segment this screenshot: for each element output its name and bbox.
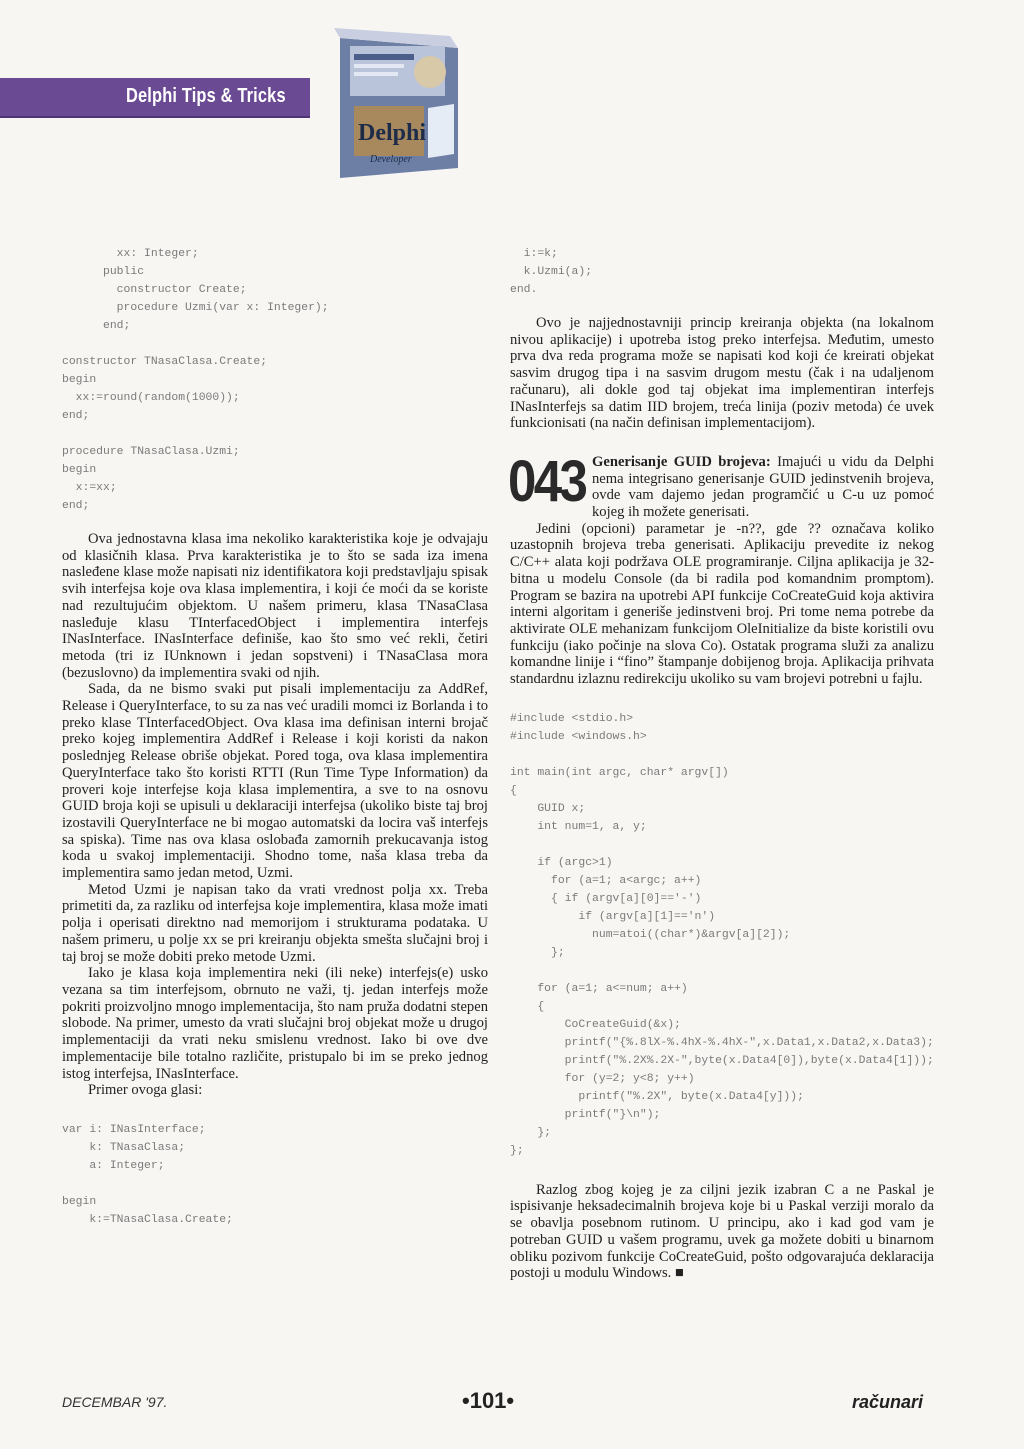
tip-number: 043 xyxy=(508,448,586,514)
code-block-c-program: #include <stdio.h> #include <windows.h> int main(int argc, char* argv[]) { GUID x; int num=1, a, y; if (argc>1) for (a=1; a<argc; a++) { if (argv[a][0]=='-') if (argv[a][1]=='n') num=atoi((char*)&argv[a][2]); }; for (a=1; a<=num; a++) { CoCreateGuid(&x); printf("{%.8lX-%.4hX-%.4hX-",x.Data1,x.Data2,x.Data3); printf("%.2X%.2X-",byte(x.Data4[0]),byte(x.Data4[1])); for (y=2; y<8; y++) printf("%.2X", byte(x.Data4[y])); printf("}\n"); }; }; xyxy=(510,712,934,1157)
footer-date: DECEMBAR '97. xyxy=(62,1394,168,1410)
paragraph: Sada, da ne bismo svaki put pisali implementaciju za AddRef, Release i QueryInterface, to su za nas već uradili momci iz Borlanda i to preko klase TInterfacedObject. Ova klasa ima definisan interni brojač preko kojeg implementira AddRef i Release i koji koristi da nakon poslednjeg Release obriše objekat. Pored toga, ova klasa implementira QueryInterface tako što koristi RTTI (Run Time Type Information) da proveri koje interfejse koja klasa implementira, a sve to na osnovu GUID broja koji se upisuli u deklaraciji interfejsa (ukoliko biste taj broj izostavili QueryInterface ne bi mogao automatski da locira vaš interfejs sa spiska). Time nas ova klasa oslobađa zamornih prekucavanja istog koda u svakoj implementaciji. Shodno tome, naša klasa treba da implementira samo jedan metod, Uzmi. xyxy=(62,681,488,882)
code-block-example: var i: INasInterface; k: TNasaClasa; a: Integer; begin k:=TNasaClasa.Create; xyxy=(62,1123,233,1226)
paragraph: Ova jednostavna klasa ima nekoliko karakteristika koje je odvajaju od klasičnih klasa. Prva karakteristika je to što se sada iza imena nasleđene klase može napisati niz identifikatora koji predstavljaju spisak svih interfejsa koje ova klasa implementira, i koji će moći da se koriste nad rezultujućim objektom. U našem primeru, klasa TNasaClasa nasleđuje klasu TInterfacedObject i implementira interfejs INasInterface. INasInterface definiše, kao što smo već rekli, četiri metoda (tri iz IUnknown i jedan sopstveni) i TNasaClasa mora (bezuslovno) da implementira svaki od njih. xyxy=(62,531,488,681)
magazine-name: računari xyxy=(852,1392,924,1412)
paragraph: Ovo je najjednostavniji princip kreiranja objekta (na lokalnom nivou aplikacije) i upotreba istog preko interfejsa. Međutim, umesto prva dva reda programa može se napisati kod koji će kreirati objekat sasvim drugog tipa i na sasvim drugom mestu (čak i na udaljenom računaru), ali dokle god taj objekat ima implementiran interfejs INasInterfejs sa datim IID brojem, treća linija (poziv metoda) će uvek funkcionisati (na način definisan implementacijom). xyxy=(510,315,934,432)
tip-043 xyxy=(508,448,934,521)
code-block-example-end: i:=k; k.Uzmi(a); end. xyxy=(510,248,593,296)
code-block-delphi-class: xx: Integer; public constructor Create; procedure Uzmi(var x: Integer); end; constructor TNasaClasa.Create; begin xx:=round(random(1000)); end; procedure TNasaClasa.Uzmi; begin x:=xx; end; xyxy=(62,248,329,512)
paragraph: Primer ovoga glasi: xyxy=(88,1082,203,1099)
box-sub-text: Developer xyxy=(370,154,412,165)
paragraph: Razlog zbog kojeg je za ciljni jezik izabran C a ne Paskal je ispisivanje heksadecimalnih brojeva koje bi u Paskal verziji moralo da se obavlja posebnom rutinom. U principu, ako i kad god vam je potreban GUID u vašem programu, uvek ga možete dobiti u binarnom obliku pozivom funkcije CoCreateGuid, pošto odgovarajuća deklaracija postoji u modulu Windows. ■ xyxy=(510,1181,934,1282)
paragraph: Iako je klasa koja implementira neki (ili neke) interfejs(e) usko vezana sa tim interfejsom, obrnuto ne važi, tj. jedan interfejs može pokriti proizvoljno mnogo implementacija, što nam pruža dodatni stepen slobode. Na primer, umesto da vrati slučajni broj objekat može u drugoj implementaciji da vrati neku smislenu vrednost. Iako bi ove dve implementacije bile totalno različite, pristupalo bi im se preko jednog istog interfejsa, INasInterface. xyxy=(62,965,488,1082)
paragraph: Metod Uzmi je napisan tako da vrati vrednost polja xx. Treba primetiti da, za razliku od interfejsa koje implementira, klasa može imati polja i operisati direktno nad memorijom i strukturama podataka. U našem primeru, u polje xx se pri kreiranju objekta smešta slučajni broj i taj broj se može dobiti preko metode Uzmi. xyxy=(62,881,488,965)
tip-title: Generisanje GUID brojeva: xyxy=(592,453,771,470)
box-logo-text: Delphi xyxy=(358,120,427,146)
section-title: Delphi Tips & Tricks xyxy=(126,85,286,107)
tip-text: Imajući u vidu da Delphi nema integrisano generisanje GUID jedinstvenih brojeva, ovde vam dajemo jedan programčić u C-u uz pomoć kojeg ih možete generisati. xyxy=(592,453,934,521)
left-column xyxy=(62,245,488,1229)
page-number: •101• xyxy=(462,1388,515,1413)
delphi-box-image xyxy=(330,28,470,193)
paragraph: Jedini (opcioni) parametar je -n??, gde ?? označava koliko uzastopnih brojeva treba generisati. Aplikaciju prevedite iz nekog C/C++ alata koji podržava OLE programiranje. Ciljna aplikacija je 32-bitna u modelu Console (da bi radila pod komandnim promptom). Program se bazira na upotrebi API funkcije CoCreateGuid koja aktivira interni algoritam i generiše jedinstveni broj. Pri tome nema potrebe da aktivirate OLE mehanizam funkcijom OleInitialize da biste koristili ovu funkciju (iako počinje na slova Co). Ostatak programa služi za analizu komandne linije i “fino” štampanje dobijenog broja. Aplikacija prihvata standardnu izlaznu redirekciju ukoliko su vam brojevi potrebni u fajlu. xyxy=(510,520,934,688)
right-column xyxy=(510,245,934,1282)
